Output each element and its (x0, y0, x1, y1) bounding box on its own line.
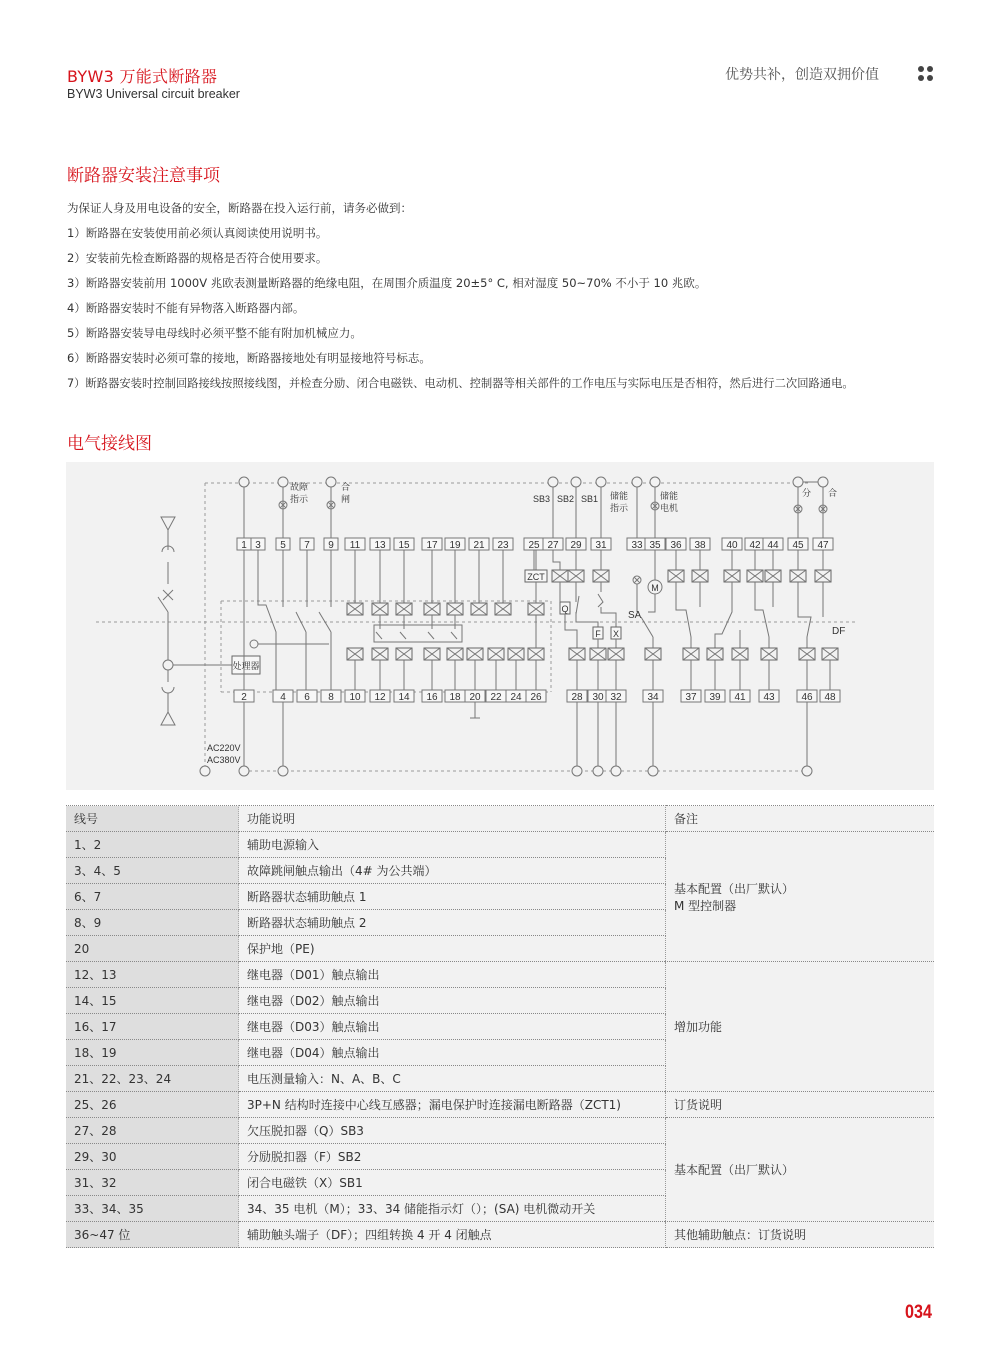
sa-switch-icon (641, 617, 653, 637)
terminal-top-33-label: 33 (631, 540, 643, 551)
remark-line: M 型控制器 (674, 898, 737, 913)
terminal-bottom-14-label: 14 (398, 692, 410, 703)
terminal-top-44-label: 44 (767, 540, 779, 551)
zct-label: ZCT (527, 572, 545, 582)
terminal-circle (239, 477, 249, 487)
ac380-label: AC380V (207, 755, 241, 765)
function-description: 继电器（D03）触点输出 (239, 1014, 666, 1040)
fault-indicator-label: 故障 (290, 482, 309, 492)
wire-number: 27、28 (66, 1118, 239, 1144)
note-item: 2）安装前先检查断路器的规格是否符合使用要求。 (67, 251, 328, 265)
terminal-top-40-label: 40 (726, 540, 738, 551)
storage-motor-label: 储能 (660, 491, 679, 501)
terminal-bottom-16-label: 16 (426, 692, 438, 703)
terminal-bottom-24-label: 24 (510, 692, 522, 703)
note-item: 6）断路器安装时必须可靠的接地，断路器接地处有明显接地符号标志。 (67, 351, 431, 365)
function-description: 3P+N 结构时连接中心线互感器；漏电保护时连接漏电断路器（ZCT1) (239, 1092, 666, 1118)
terminal-bottom-12-label: 12 (374, 692, 386, 703)
terminal-bottom-39-label: 39 (709, 692, 721, 703)
df-label: DF (832, 626, 846, 637)
notes-title: 断路器安装注意事项 (67, 166, 220, 186)
wire-number: 12、13 (66, 962, 239, 988)
motor-label: M (651, 583, 659, 593)
terminal-bottom-6-label: 6 (304, 692, 310, 703)
df-contact-icon (798, 582, 811, 648)
table-header-row (66, 806, 934, 832)
table-row (66, 1222, 934, 1248)
terminal-top-9-label: 9 (328, 540, 334, 551)
terminal-top-23-label: 23 (497, 540, 509, 551)
relay-contact-icon (428, 632, 434, 639)
terminal-circle (793, 477, 803, 487)
wiring-diagram-svg (66, 462, 934, 790)
terminal-top-38-label: 38 (694, 540, 706, 551)
f-label: F (595, 629, 601, 639)
wiring-diagram (66, 462, 934, 790)
terminal-top-25-label: 25 (528, 540, 540, 551)
terminal-circle (326, 477, 336, 487)
function-description: 继电器（D02）触点输出 (239, 988, 666, 1014)
terminal-bottom-18-label: 18 (449, 692, 461, 703)
q-label: Q (561, 604, 569, 614)
remark (666, 832, 935, 962)
terminal-top-19-label: 19 (449, 540, 461, 551)
four-dots-icon (918, 66, 934, 82)
page-number: 034 (905, 1302, 932, 1323)
df-contact-icon (715, 582, 732, 648)
terminal-bottom-26-label: 26 (530, 692, 542, 703)
function-description: 断路器状态辅助触点 1 (239, 884, 666, 910)
ac220-label: AC220V (207, 743, 241, 753)
remark (666, 1092, 935, 1118)
remark-line: 其他辅助触点：订货说明 (674, 1228, 807, 1242)
relay-contact-icon (451, 632, 457, 639)
wire (601, 607, 616, 627)
df-contact-icon (676, 582, 691, 648)
switch-icon (598, 594, 603, 607)
function-description: 保护地（PE) (239, 936, 666, 962)
function-description: 断路器状态辅助触点 2 (239, 910, 666, 936)
function-description: 分励脱扣器（F）SB2 (239, 1144, 666, 1170)
wire-number: 20 (66, 936, 239, 962)
terminal-top-7-label: 7 (304, 540, 310, 551)
wire-number: 3、4、5 (66, 858, 239, 884)
function-description: 故障跳闸触点输出（4# 为公共端） (239, 858, 666, 884)
wire-number: 21、22、23、24 (66, 1066, 239, 1092)
relay-output-bracket (374, 625, 462, 642)
remark-line: 增加功能 (674, 1020, 723, 1034)
sa-label: SA (628, 610, 642, 621)
terminal-circle (278, 477, 288, 487)
table-row (66, 1118, 934, 1144)
wire-number: 16、17 (66, 1014, 239, 1040)
terminal-circle (650, 477, 660, 487)
close2-label: 合 (828, 488, 838, 498)
terminal-bottom-37-label: 37 (685, 692, 697, 703)
terminal-top-11-label: 11 (349, 540, 361, 551)
terminal-circle (278, 766, 288, 776)
wire (648, 594, 655, 612)
terminal-top-45-label: 45 (792, 540, 804, 551)
wire-number: 8、9 (66, 910, 239, 936)
terminal-bottom-10-label: 10 (349, 692, 361, 703)
wire-number: 6、7 (66, 884, 239, 910)
terminal-circle (593, 766, 603, 776)
sb3-label: SB3 (533, 494, 551, 504)
function-description: 欠压脱扣器（Q）SB3 (239, 1118, 666, 1144)
terminal-circle (571, 477, 581, 487)
contact-switch-icon (258, 550, 276, 696)
terminal-top-31-label: 31 (595, 540, 607, 551)
arrow-up-icon (161, 712, 175, 725)
close-label: 闸 (341, 494, 351, 504)
terminal-bottom-8-label: 8 (328, 692, 334, 703)
terminal-top-29-label: 29 (570, 540, 582, 551)
terminal-bottom-43-label: 43 (763, 692, 775, 703)
wire (553, 550, 560, 570)
remark-line: 基本配置（出厂默认） (674, 1163, 795, 1177)
terminal-bottom-48-label: 48 (824, 692, 836, 703)
wiring-spec-table (66, 805, 934, 1248)
terminal-circle (648, 766, 658, 776)
terminal-circle (548, 477, 558, 487)
function-description: 辅助电源输入 (239, 832, 666, 858)
terminal-top-5-label: 5 (280, 540, 286, 551)
header-subtitle: BYW3 Universal circuit breaker (67, 87, 240, 101)
terminal-bottom-34-label: 34 (647, 692, 659, 703)
relay-contact-icon (376, 632, 382, 639)
function-description: 电压测量输入：N、A、B、C (239, 1066, 666, 1092)
terminal-bottom-32-label: 32 (610, 692, 622, 703)
terminal-bottom-4-label: 4 (280, 692, 286, 703)
remark-line: 订货说明 (674, 1098, 723, 1112)
terminal-circle (572, 766, 582, 776)
terminal-top-47-label: 47 (817, 540, 829, 551)
terminal-circle (239, 766, 249, 776)
sensor-circle (163, 660, 173, 670)
arrow-down-icon (161, 517, 175, 530)
open-label: 分 (802, 488, 812, 498)
function-description: 辅助触头端子（DF）；四组转换 4 开 4 闭触点 (239, 1222, 666, 1248)
terminal-bottom-22-label: 22 (490, 692, 502, 703)
terminal-top-35-label: 35 (649, 540, 661, 551)
terminal-bottom-28-label: 28 (571, 692, 583, 703)
terminal-top-27-label: 27 (547, 540, 559, 551)
coupling-icon (162, 687, 174, 693)
remark-line: 基本配置（出厂默认） (674, 881, 795, 896)
terminal-top-36-label: 36 (670, 540, 682, 551)
processor-label: 处理器 (232, 661, 260, 671)
terminal-bottom-20-label: 20 (469, 692, 481, 703)
wire (576, 612, 598, 627)
notes-intro: 为保证人身及用电设备的安全，断路器在投入运行前，请务必做到： (67, 201, 412, 215)
function-description: 继电器（D04）触点输出 (239, 1040, 666, 1066)
terminal-circle (611, 766, 621, 776)
terminal-bottom-46-label: 46 (801, 692, 813, 703)
header-function: 功能说明 (239, 806, 666, 832)
terminal-circle (802, 766, 812, 776)
wire-number: 33、34、35 (66, 1196, 239, 1222)
terminal-circle (200, 766, 210, 776)
processor-port (250, 640, 258, 648)
terminal-circle (632, 477, 642, 487)
terminal-circle (818, 477, 828, 487)
contact-switch-icon (296, 612, 306, 632)
terminal-top-3-label: 3 (255, 540, 261, 551)
table-row (66, 962, 934, 988)
note-item: 3）断路器安装前用 1000V 兆欧表测量断路器的绝缘电阻，在周围介质温度 20±5° C, 相对湿度 50~70% 不小于 10 兆欧。 (67, 276, 707, 290)
wire-number: 14、15 (66, 988, 239, 1014)
df-contact-icon (755, 582, 769, 648)
function-description: 闭合电磁铁（X）SB1 (239, 1170, 666, 1196)
wire-number: 1、2 (66, 832, 239, 858)
terminal-top-17-label: 17 (426, 540, 438, 551)
remark (666, 962, 935, 1092)
wire-number: 31、32 (66, 1170, 239, 1196)
note-item: 1）断路器在安装使用前必须认真阅读使用说明书。 (67, 226, 328, 240)
breaker-switch-icon (158, 597, 168, 612)
storage-indicator-label: 储能 (610, 491, 629, 501)
header-title: BYW3 万能式断路器 (67, 67, 218, 86)
x-label: X (612, 629, 620, 639)
table-row (66, 832, 934, 858)
function-description: 继电器（D01）触点输出 (239, 962, 666, 988)
header-slogan: 优势共补，创造双拥价值 (725, 67, 879, 83)
note-item: 7）断路器安装时控制回路接线按照接线图，并检查分励、闭合电磁铁、电动机、控制器等相关部件的工作电压与实际电压是否相符，然后进行二次回路通电。 (67, 377, 854, 390)
note-item: 4）断路器安装时不能有异物落入断路器内部。 (67, 301, 305, 315)
terminal-top-13-label: 13 (374, 540, 386, 551)
wire (565, 614, 577, 648)
wiring-title: 电气接线图 (67, 434, 152, 454)
terminal-top-42-label: 42 (749, 540, 761, 551)
terminal-bottom-30-label: 30 (592, 692, 604, 703)
terminal-circle (596, 477, 606, 487)
terminal-top-15-label: 15 (398, 540, 410, 551)
wire-number: 29、30 (66, 1144, 239, 1170)
relay-contact-icon (400, 632, 406, 639)
note-item: 5）断路器安装导电母线时必须平整不能有附加机械应力。 (67, 326, 362, 340)
remark (666, 1222, 935, 1248)
storage-indicator-label: 指示 (610, 503, 629, 513)
function-description: 34、35 电机（M）；33、34 储能指示灯（）；(SA) 电机微动开关 (239, 1196, 666, 1222)
storage-motor-label: 电机 (660, 503, 679, 513)
remark (666, 1118, 935, 1222)
terminal-bottom-2-label: 2 (241, 692, 247, 703)
fault-indicator-label: 指示 (290, 494, 309, 504)
terminal-bottom-41-label: 41 (734, 692, 746, 703)
table-row (66, 1092, 934, 1118)
header-wire-no: 线号 (66, 806, 239, 832)
wire-number: 36~47 位 (66, 1222, 239, 1248)
terminal-top-1-label: 1 (241, 540, 247, 551)
terminal-top-21-label: 21 (473, 540, 485, 551)
sb2-label: SB2 (557, 494, 575, 504)
wire-number: 18、19 (66, 1040, 239, 1066)
header-remark: 备注 (666, 806, 935, 832)
sb1-label: SB1 (581, 494, 599, 504)
close-label: 合 (341, 482, 351, 492)
wire-number: 25、26 (66, 1092, 239, 1118)
